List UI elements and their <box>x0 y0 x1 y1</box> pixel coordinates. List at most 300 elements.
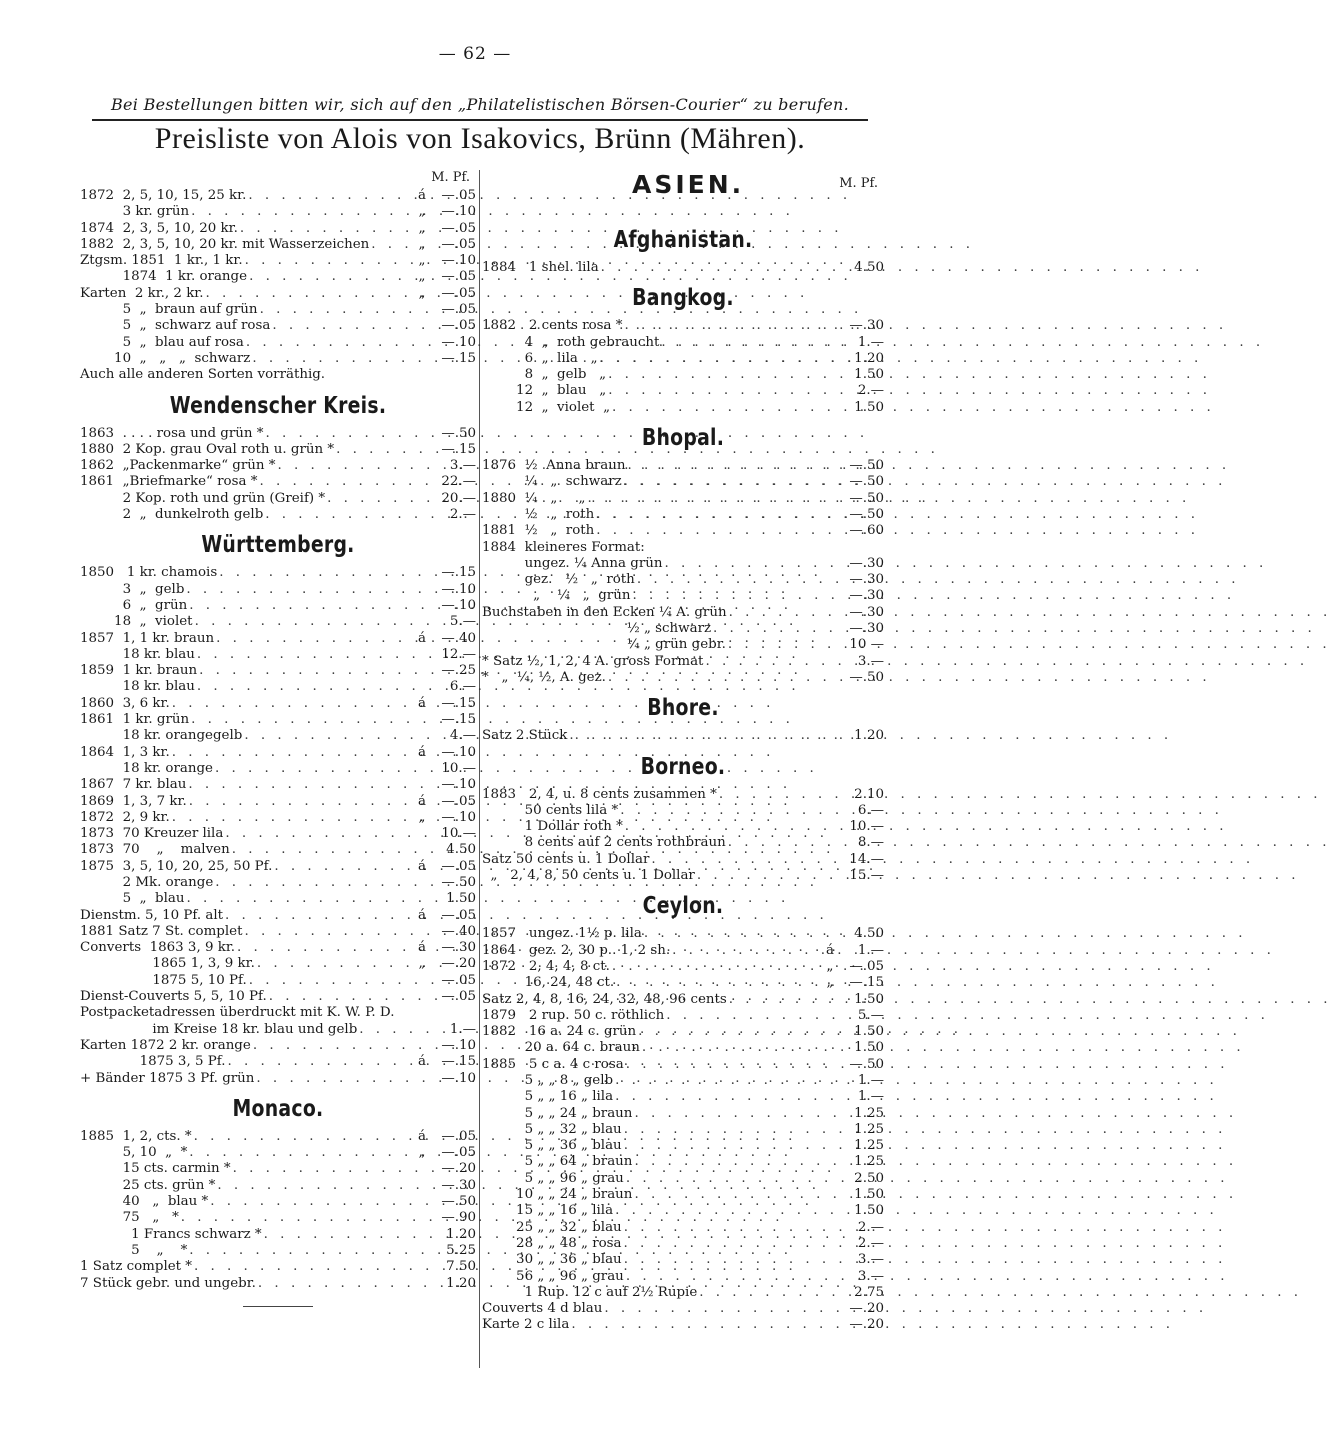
price-row <box>80 1243 476 1259</box>
region-heading: ASIEN. <box>632 170 745 199</box>
item-price: —.50 <box>849 669 884 685</box>
item-price: —.40 <box>441 923 476 939</box>
title-rule <box>92 119 868 121</box>
item-price: —.30 <box>849 555 884 571</box>
item-description: 1883 2, 4, u. 8 cents zusammen * <box>482 786 717 802</box>
item-description: 5 „ „ 64 „ braun <box>482 1154 633 1170</box>
item-description: im Kreise 18 kr. blau und gelb <box>80 1021 358 1037</box>
price-row <box>80 940 476 956</box>
price-row <box>80 1276 476 1292</box>
leader-dots <box>243 253 412 269</box>
item-price: —.30 <box>441 1177 476 1193</box>
country-section <box>482 284 884 416</box>
item-price: 4.50 <box>854 926 884 942</box>
leader-dots <box>606 670 820 686</box>
country-section <box>482 694 884 744</box>
country-section <box>80 1095 476 1292</box>
item-price: 5.— <box>857 1007 884 1023</box>
item-description: 5 „ „ 32 „ blau <box>482 1121 622 1137</box>
leader-dots <box>246 188 412 204</box>
item-price: 3.— <box>449 458 476 474</box>
price-row <box>80 1022 476 1038</box>
leader-dots <box>642 926 820 942</box>
item-description: 56 „ „ 96 „ grau <box>482 1268 624 1284</box>
item-description: 1882 2 cents rosa * <box>482 318 623 334</box>
item-price: —.15 <box>441 441 476 457</box>
leader-dots <box>223 826 412 842</box>
leader-dots <box>193 614 412 630</box>
item-description: 1864 gez. 2, 30 p.. 1, 2 sh. <box>482 942 671 958</box>
item-price: 14.— <box>849 851 884 867</box>
leader-dots <box>235 940 412 956</box>
leader-dots <box>697 1285 820 1301</box>
item-description: 15 „ „ 16 „ lila <box>482 1203 614 1219</box>
item-description: 5 „ blau auf rosa <box>80 334 244 350</box>
item-description: 1850 1 kr. chamois <box>80 565 218 581</box>
item-description: 1885 1, 2, cts. * <box>80 1128 192 1144</box>
item-price: 1.— <box>449 1021 476 1037</box>
item-price: 6.— <box>857 802 884 818</box>
unit-mark: „ <box>826 975 834 991</box>
item-price: 1.20 <box>854 350 884 366</box>
price-row <box>80 908 476 924</box>
leader-dots <box>242 728 412 744</box>
item-price: 1.25 <box>854 1154 884 1170</box>
unit-mark: „ <box>826 958 834 974</box>
item-price: —.15 <box>441 1054 476 1070</box>
item-price: —.90 <box>441 1210 476 1226</box>
leader-dots <box>632 1154 820 1170</box>
leader-dots <box>369 237 412 253</box>
leader-dots <box>272 859 412 875</box>
price-row <box>80 1071 476 1087</box>
item-price: —.30 <box>849 572 884 588</box>
leader-dots <box>635 572 820 588</box>
unit-mark: á <box>418 907 426 923</box>
leader-dots <box>230 842 412 858</box>
country-section <box>80 188 476 384</box>
price-row <box>482 1252 884 1268</box>
item-description: 1881 ½ „ roth <box>482 523 595 539</box>
item-description: 1 Francs schwarz * <box>80 1226 262 1242</box>
price-row <box>482 588 884 604</box>
leader-dots <box>695 868 820 884</box>
price-row <box>482 540 884 556</box>
unit-mark: „ <box>418 236 426 252</box>
leader-dots <box>614 975 820 991</box>
item-description: ½ „ roth <box>482 506 595 522</box>
item-price: 1.20 <box>446 1226 476 1242</box>
item-price: —.50 <box>849 1056 884 1072</box>
leader-dots <box>640 1040 820 1056</box>
country-section <box>80 531 476 1087</box>
item-price: 10.— <box>441 760 476 776</box>
price-row <box>482 868 884 884</box>
price-row <box>80 491 476 507</box>
price-row <box>482 654 884 670</box>
price-row <box>482 992 884 1008</box>
item-description: 1872 2, 5, 10, 15, 25 kr. <box>80 188 247 203</box>
price-row <box>80 989 476 1005</box>
leader-dots <box>703 654 820 670</box>
leader-dots <box>258 302 412 318</box>
item-description: 1 Rup. 12 c auf 2½ Rupie <box>482 1284 698 1300</box>
leader-dots <box>225 1054 412 1070</box>
item-price: —.20 <box>441 1161 476 1177</box>
price-row <box>482 852 884 868</box>
price-row <box>80 679 476 695</box>
leader-dots <box>606 383 820 399</box>
leader-dots <box>204 286 413 302</box>
leader-dots <box>602 1301 820 1317</box>
item-price: —.30 <box>849 588 884 604</box>
leader-dots <box>267 989 412 1005</box>
unit-mark: á <box>418 858 426 874</box>
leader-dots <box>262 1227 412 1243</box>
item-description: 6 „ lila „ <box>482 350 598 366</box>
item-price: —.20 <box>849 1301 884 1317</box>
price-header-right: M. Pf. <box>839 176 878 191</box>
item-description: 25 cts. grün * <box>80 1177 216 1193</box>
item-price: —.05 <box>441 285 476 301</box>
item-description: Couverts 4 d blau <box>482 1301 603 1317</box>
leader-dots <box>187 1243 412 1259</box>
item-description: Dienstm. 5, 10 Pf. alt <box>80 907 224 923</box>
item-description: Dienst-Couverts 5, 5, 10 Pf. <box>80 989 267 1005</box>
item-price: 8.— <box>857 835 884 851</box>
item-price: —.05 <box>441 236 476 252</box>
price-row <box>80 188 476 204</box>
item-description: 1873 70 „ malven <box>80 842 230 858</box>
price-row <box>482 1187 884 1203</box>
item-price: 2.— <box>857 383 884 399</box>
leader-dots <box>622 318 820 334</box>
leader-dots <box>257 474 412 490</box>
item-price: —.05 <box>441 1128 476 1144</box>
left-sections <box>80 188 476 1292</box>
item-price: 3.— <box>857 653 884 669</box>
item-price: 10.— <box>441 826 476 842</box>
item-price: —.15 <box>441 350 476 366</box>
price-row <box>80 1161 476 1177</box>
section-title: Bhore. <box>647 695 719 722</box>
item-price: —.05 <box>849 958 884 974</box>
price-list-title: Preisliste von Alois von Isakovics, Brünn (Mähren). <box>154 122 806 155</box>
leader-dots <box>606 367 820 383</box>
item-price: —.50 <box>441 874 476 890</box>
item-price: 2.— <box>857 1235 884 1251</box>
price-row <box>80 826 476 842</box>
item-price: 1.50 <box>854 1040 884 1056</box>
item-description: 1884 kleineres Format: <box>482 539 645 555</box>
item-price: —.05 <box>441 302 476 318</box>
item-price: 3.— <box>857 1252 884 1268</box>
item-price: 1.— <box>857 942 884 958</box>
leader-dots <box>569 1317 820 1333</box>
item-description: * „ ¼, ½, A. gez. <box>482 669 606 685</box>
price-row <box>80 474 476 490</box>
leader-dots <box>255 956 412 972</box>
price-row <box>482 318 884 334</box>
item-description: 1882 16 a. 24 c. grün <box>482 1024 637 1040</box>
item-price: 2.10 <box>854 786 884 802</box>
item-description: Postpacketadressen überdruckt mit K. W. P. D. <box>80 1005 395 1021</box>
item-description: 1884 1 shel. lila <box>482 260 599 275</box>
section-title: Afghanistan. <box>613 227 753 253</box>
item-price: —.05 <box>441 318 476 334</box>
leader-dots <box>632 1187 820 1203</box>
price-row <box>80 1210 476 1226</box>
item-price: —.10 <box>441 1070 476 1086</box>
item-description: 1 Satz complet * <box>80 1259 192 1275</box>
item-description: 1873 70 Kreuzer lila <box>80 826 224 842</box>
leader-dots <box>251 1038 412 1054</box>
price-row <box>80 351 476 367</box>
leader-dots <box>213 761 412 777</box>
price-row <box>482 351 884 367</box>
item-description: + Bänder 1875 3 Pf. grün <box>80 1070 255 1086</box>
leader-dots <box>256 1276 412 1292</box>
price-row <box>482 556 884 572</box>
leader-dots <box>622 1220 820 1236</box>
leader-dots <box>247 973 412 989</box>
item-description: 5 „ blau <box>80 891 185 907</box>
price-header-left: M. Pf. <box>431 170 470 185</box>
price-row <box>80 221 476 237</box>
item-description: 1882 2, 3, 5, 10, 20 kr. mit Wasserzeichen <box>80 236 370 252</box>
country-section <box>482 226 884 276</box>
leader-dots <box>618 803 820 819</box>
leader-dots <box>624 1057 820 1073</box>
item-price: —.30 <box>849 621 884 637</box>
leader-dots <box>263 507 412 523</box>
price-row <box>482 1089 884 1105</box>
leader-dots <box>223 908 412 924</box>
item-price: —.05 <box>441 858 476 874</box>
price-row <box>482 383 884 399</box>
leader-dots <box>711 621 820 637</box>
item-price: —.20 <box>441 956 476 972</box>
leader-dots <box>186 777 412 793</box>
item-description: 18 „ violet <box>80 614 193 630</box>
item-description: 1864 1, 3 kr. <box>80 744 170 760</box>
leader-dots <box>594 523 820 539</box>
item-price: 1.25 <box>854 1121 884 1137</box>
price-row <box>482 572 884 588</box>
item-price: —.05 <box>441 269 476 285</box>
item-description: 6 „ grün <box>80 597 188 613</box>
leader-dots <box>217 565 412 581</box>
leader-dots <box>622 474 820 490</box>
item-price: 1.50 <box>854 1187 884 1203</box>
price-row <box>482 1138 884 1154</box>
price-row <box>482 1203 884 1219</box>
leader-dots <box>610 400 820 416</box>
leader-dots <box>586 491 821 507</box>
item-description: 50 cents lila * <box>482 802 619 818</box>
price-row <box>80 973 476 989</box>
price-row <box>482 1057 884 1073</box>
leader-dots <box>187 598 412 614</box>
item-description: Satz 50 cents u. 1 Dollar <box>482 851 650 867</box>
leader-dots <box>567 728 820 744</box>
leader-dots <box>244 335 412 351</box>
price-row <box>80 1145 476 1161</box>
price-row <box>80 367 476 383</box>
price-row <box>80 269 476 285</box>
item-price: 10.— <box>849 819 884 835</box>
item-description: 1875 3, 5, 10, 20, 25, 50 Pf. <box>80 858 273 874</box>
item-description: 1861 „Briefmarke“ rosa * <box>80 474 258 490</box>
item-price: 1.50 <box>854 1203 884 1219</box>
item-price: 2.50 <box>854 1170 884 1186</box>
price-row <box>482 728 884 744</box>
leader-dots <box>663 556 821 572</box>
leader-dots <box>726 637 820 653</box>
item-price: —.30 <box>849 318 884 334</box>
price-row <box>80 426 476 442</box>
item-description: 5 „ schwarz auf rosa <box>80 318 271 334</box>
item-description: 1861 1 kr. grün <box>80 712 190 728</box>
item-price: —.50 <box>849 458 884 474</box>
item-price: 1.— <box>857 1072 884 1088</box>
country-section <box>482 424 884 686</box>
item-description: Buchstaben in den Ecken ¼ A. grün <box>482 604 727 620</box>
price-row <box>482 260 884 276</box>
item-description: 1 Dollar roth * <box>482 819 623 835</box>
leader-dots <box>263 426 412 442</box>
price-row <box>80 777 476 793</box>
item-description: 5, 10 „ * <box>80 1145 188 1161</box>
unit-mark: „ <box>418 285 426 301</box>
item-price: —.10 <box>441 597 476 613</box>
section-title: Monaco. <box>232 1095 324 1122</box>
price-row <box>482 926 884 942</box>
price-row <box>80 335 476 351</box>
item-price: 4.50 <box>446 842 476 858</box>
item-description: 5 „ „ 8 „ gelb <box>482 1072 614 1088</box>
item-price: —.25 <box>441 663 476 679</box>
country-section <box>80 392 476 524</box>
item-price: 6.— <box>449 679 476 695</box>
leader-dots <box>170 696 412 712</box>
section-title: Wendenscher Kreis. <box>169 392 387 419</box>
item-description: 12 „ blau „ <box>482 383 607 399</box>
item-price: —.05 <box>441 793 476 809</box>
leader-dots <box>622 1236 820 1252</box>
item-description: 10 „ „ 24 „ braun <box>482 1187 633 1203</box>
item-price: 20.— <box>441 490 476 506</box>
item-price: —.15 <box>441 712 476 728</box>
price-row <box>80 745 476 761</box>
leader-dots <box>270 318 412 334</box>
item-description: 1857 1, 1 kr. braun <box>80 630 215 646</box>
unit-mark: á <box>418 1128 426 1144</box>
unit-mark: „ <box>418 253 426 269</box>
item-price: 1.25 <box>854 1138 884 1154</box>
price-row <box>482 1008 884 1024</box>
right-sections <box>482 226 884 1334</box>
price-row <box>482 474 884 490</box>
price-row <box>80 598 476 614</box>
item-description: ½ „ schwarz <box>482 621 712 637</box>
leader-dots <box>197 663 412 679</box>
price-row <box>80 458 476 474</box>
leader-dots <box>192 1259 412 1275</box>
price-row <box>80 696 476 712</box>
item-price: 1.20 <box>446 1275 476 1291</box>
price-row <box>482 335 884 351</box>
unit-mark: á <box>418 744 426 760</box>
item-price: —.05 <box>441 220 476 236</box>
leader-dots <box>726 835 820 851</box>
item-description: 1879 2 rup. 50 c. röthlich <box>482 1007 665 1023</box>
item-description: 12 „ violet „ <box>482 399 611 415</box>
item-description: ¼ „ grün gebr. <box>482 637 726 653</box>
leader-dots <box>242 924 412 940</box>
item-description: 18 kr. blau <box>80 679 195 695</box>
item-price: —.05 <box>441 972 476 988</box>
price-row <box>482 458 884 474</box>
item-description: 4 „ roth gebraucht <box>482 334 660 350</box>
price-row <box>482 1301 884 1317</box>
item-price: —.05 <box>441 907 476 923</box>
price-row <box>80 712 476 728</box>
item-price: —.10 <box>441 253 476 269</box>
item-description: 18 kr. orange <box>80 760 213 776</box>
item-description: 5 „ „ 16 „ lila <box>482 1089 614 1105</box>
price-row <box>482 819 884 835</box>
price-row <box>80 842 476 858</box>
item-description: 10 „ „ „ schwarz <box>80 350 251 366</box>
unit-mark: á <box>826 942 834 958</box>
unit-mark: á <box>418 630 426 646</box>
item-description: 18 kr. orangegelb <box>80 728 243 744</box>
item-price: 5.— <box>449 614 476 630</box>
unit-mark: á <box>418 188 426 203</box>
item-description: 1872 2, 4, 4, 8 ct. <box>482 958 610 974</box>
country-section <box>482 753 884 885</box>
section-title: Württemberg. <box>201 532 355 559</box>
item-description: 5 „ „ 36 „ blau <box>482 1138 622 1154</box>
item-description: 2 Mk. orange <box>80 874 214 890</box>
leader-dots <box>727 605 820 621</box>
leader-dots <box>192 1129 412 1145</box>
unit-mark: „ <box>418 269 426 285</box>
price-row <box>482 1040 884 1056</box>
leader-dots <box>170 810 412 826</box>
item-price: 10 — <box>849 637 884 653</box>
item-description: 1863 . . . . rosa und grün * <box>80 425 264 441</box>
item-price: —.30 <box>849 604 884 620</box>
price-row <box>80 1194 476 1210</box>
item-description: * Satz ½, 1, 2, 4 A. gross Format <box>482 653 704 669</box>
leader-dots <box>325 491 412 507</box>
item-description: 1880 2 Kop. grau Oval roth u. grün * <box>80 441 335 457</box>
item-price: —.50 <box>441 425 476 441</box>
price-row <box>482 491 884 507</box>
unit-mark: „ <box>418 956 426 972</box>
item-description: 8 cents auf 2 cents rothbraun <box>482 835 726 851</box>
unit-mark: á <box>418 793 426 809</box>
item-price: 5.25 <box>446 1242 476 1258</box>
item-price: 1.— <box>857 334 884 350</box>
item-price: 4.— <box>449 728 476 744</box>
price-row <box>80 1259 476 1275</box>
item-price: 3.— <box>857 1268 884 1284</box>
item-description: 5 „ * <box>80 1242 188 1258</box>
item-description: 1867 7 kr. blau <box>80 777 187 793</box>
